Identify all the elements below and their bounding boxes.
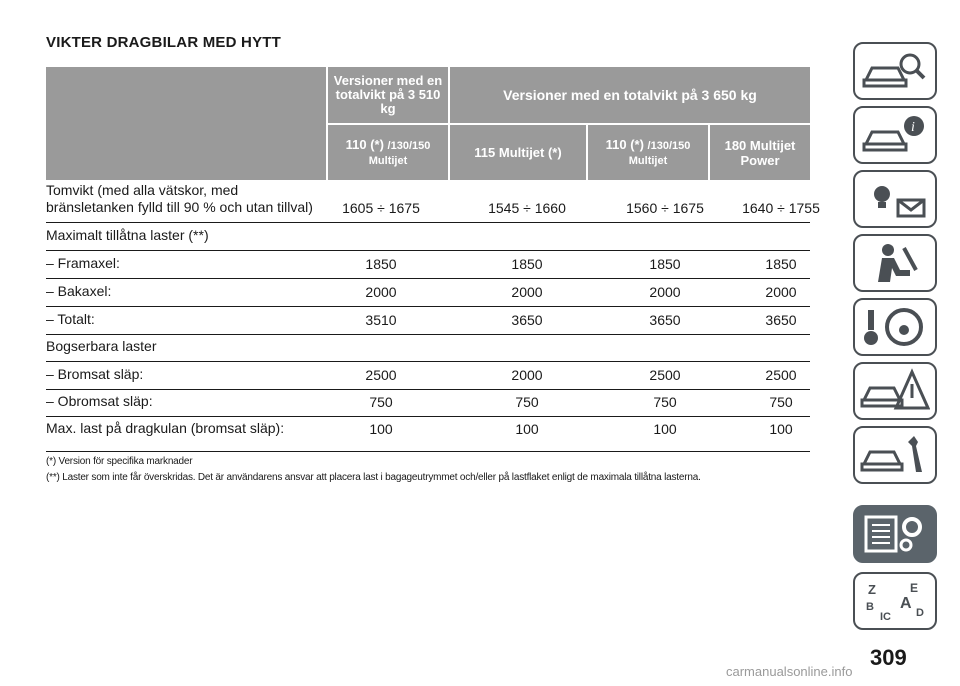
footnote-2: (**) Laster som inte får överskridas. Det är användarens ansvar att placera last i bagageutrymmet och/eller på lastflaket enligt de maximala tillåtna lasterna. bbox=[46, 472, 701, 483]
svg-text:i: i bbox=[911, 120, 915, 135]
subheader-4: 180 Multijet Power bbox=[710, 125, 810, 180]
car-service-icon bbox=[860, 432, 930, 478]
tab-car-warning[interactable] bbox=[853, 362, 937, 420]
table-row: Tomvikt (med alla vätskor, med bränsletanken fylld till 90 % och utan tillval) 1605 ÷ 1675 1545 ÷ 1660 1560 ÷ 1675 1640 ÷ 1755 bbox=[46, 180, 810, 223]
svg-text:A: A bbox=[900, 595, 912, 612]
tab-car-service[interactable] bbox=[853, 426, 937, 484]
svg-text:D: D bbox=[916, 607, 924, 619]
header-group-3510: Versioner med en totalvikt på 3 510 kg bbox=[328, 67, 448, 123]
key-steering-icon bbox=[860, 304, 930, 350]
tab-safety[interactable] bbox=[853, 234, 937, 292]
safety-airbag-icon bbox=[860, 240, 930, 286]
warning-lights-icon bbox=[860, 176, 930, 222]
table-header-blank bbox=[46, 67, 326, 180]
subheader-2: 115 Multijet (*) bbox=[450, 125, 586, 180]
subheader-1: 110 (*) /130/150 Multijet bbox=[328, 125, 448, 180]
svg-text:Z: Z bbox=[868, 582, 876, 597]
tab-index[interactable] bbox=[853, 572, 937, 630]
tab-warning-lights[interactable] bbox=[853, 170, 937, 228]
header-group-3650: Versioner med en totalvikt på 3 650 kg bbox=[450, 67, 810, 123]
table-row: – Obromsat släp: 750 750 750 750 bbox=[46, 390, 810, 417]
footnote-1: (*) Version för specifika marknader bbox=[46, 456, 193, 467]
tab-technical-data[interactable] bbox=[853, 505, 937, 563]
table-row: Maximalt tillåtna laster (**) bbox=[46, 223, 810, 251]
table-row: Max. last på dragkulan (bromsat släp): 100 100 100 100 bbox=[46, 417, 810, 452]
table-row: Bogserbara laster bbox=[46, 335, 810, 362]
watermark: carmanualsonline.info bbox=[726, 664, 853, 679]
table-row: – Totalt: 3510 3650 3650 3650 bbox=[46, 307, 810, 335]
page-title: VIKTER DRAGBILAR MED HYTT bbox=[46, 34, 281, 51]
tab-key-steering[interactable] bbox=[853, 298, 937, 356]
table-row: – Bakaxel: 2000 2000 2000 2000 bbox=[46, 279, 810, 307]
index-letters-icon bbox=[860, 578, 930, 624]
subheader-3: 110 (*) /130/150 Multijet bbox=[588, 125, 708, 180]
svg-text:E: E bbox=[910, 581, 919, 595]
car-warning-icon bbox=[860, 368, 930, 414]
tab-car-search[interactable] bbox=[853, 42, 937, 100]
car-info-icon bbox=[860, 112, 930, 158]
table-row: – Framaxel: 1850 1850 1850 1850 bbox=[46, 251, 810, 279]
table-row: – Bromsat släp: 2500 2000 2500 2500 bbox=[46, 362, 810, 390]
car-search-icon bbox=[860, 48, 930, 94]
svg-text:IC: IC bbox=[880, 611, 891, 623]
svg-text:B: B bbox=[866, 601, 874, 613]
page-number: 309 bbox=[870, 645, 907, 670]
technical-data-icon bbox=[860, 511, 930, 557]
tab-car-info[interactable] bbox=[853, 106, 937, 164]
